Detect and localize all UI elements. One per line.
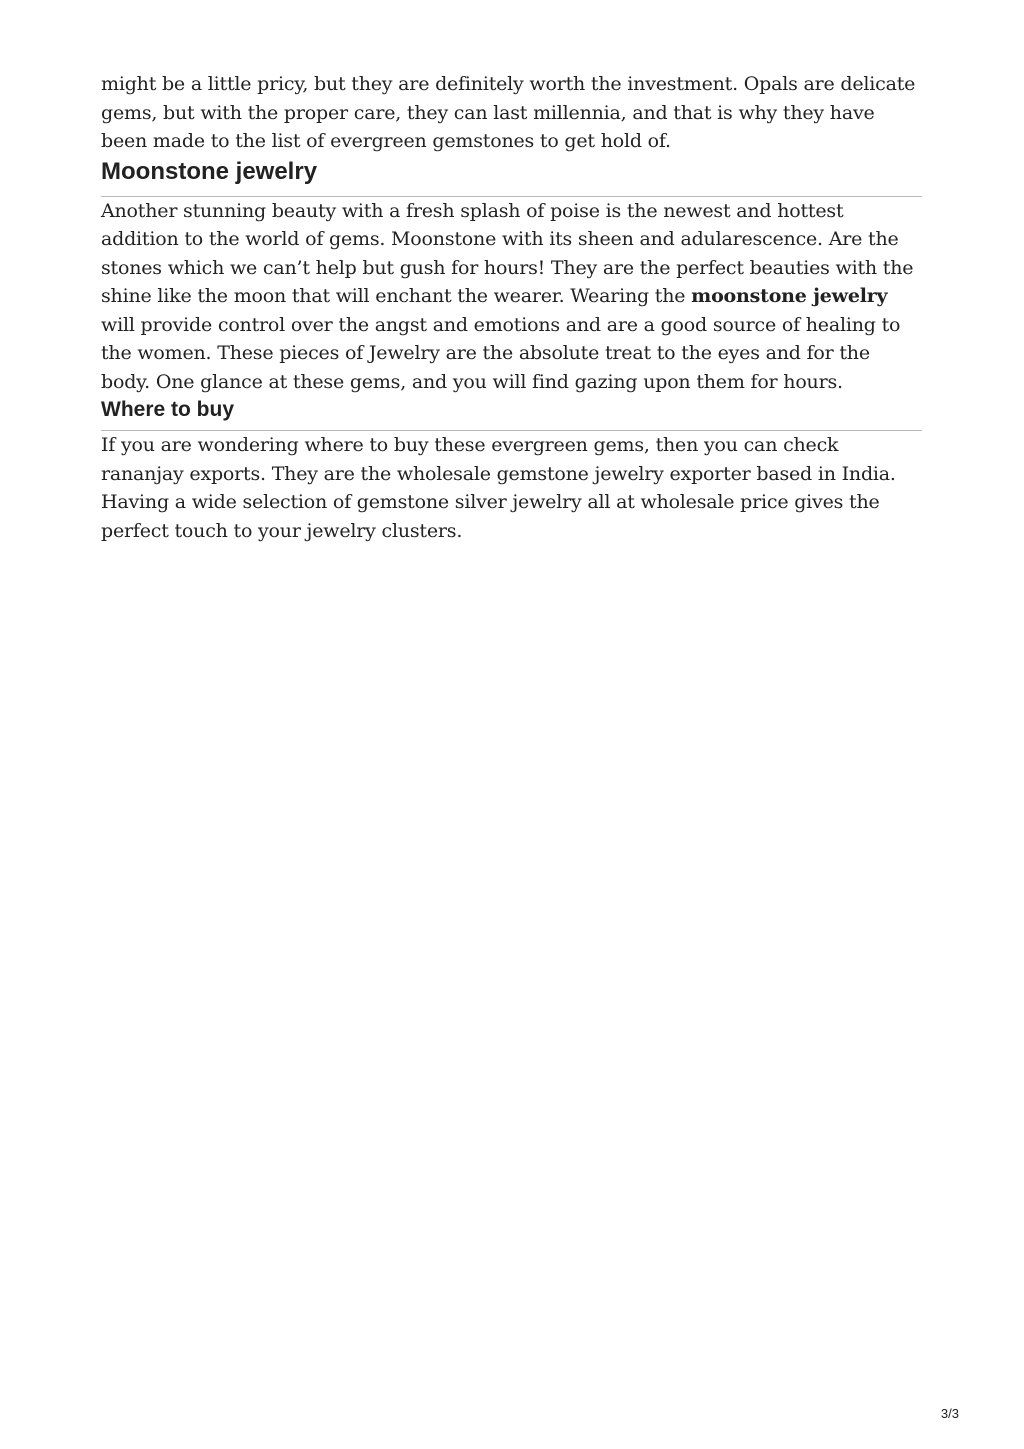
moonstone-paragraph — [101, 197, 922, 397]
moonstone-text-end: will provide control over the angst and emotions and are a good source of healing to the women. These pieces of Jewelry are the absolute treat to the eyes and for the body. One glance at these gems, and you will find gazing upon them for hours. — [101, 313, 901, 393]
moonstone-text-start: Another stunning beauty with a fresh splash of poise is the newest and hottest addition to the world of gems. Moonstone with its sheen and adularescence. Are the stones which we can’t help but gush for hours! They are the perfect beauties with the shine like the moon that will enchant the wearer. Wearing the — [101, 199, 914, 307]
where-to-buy-paragraph: If you are wondering where to buy these evergreen gems, then you can check rananjay exports. They are the wholesale gemstone jewelry exporter based in India. Having a wide selection of gemstone silver jewelry all at wholesale price gives the perfect touch to your jewelry clusters. — [101, 434, 896, 542]
intro-paragraph: might be a little pricy, but they are definitely worth the investment. Opals are delicate gems, but with the proper care, they can last millennia, and that is why they have been made to the list of evergreen gemstones to get hold of. — [101, 73, 916, 152]
moonstone-heading: Moonstone jewelry — [101, 156, 922, 197]
document-page — [101, 70, 922, 545]
page-number: 3/3 — [940, 1406, 959, 1421]
where-to-buy-heading: Where to buy — [101, 396, 922, 431]
moonstone-jewelry-bold: moonstone jewelry — [691, 285, 888, 307]
